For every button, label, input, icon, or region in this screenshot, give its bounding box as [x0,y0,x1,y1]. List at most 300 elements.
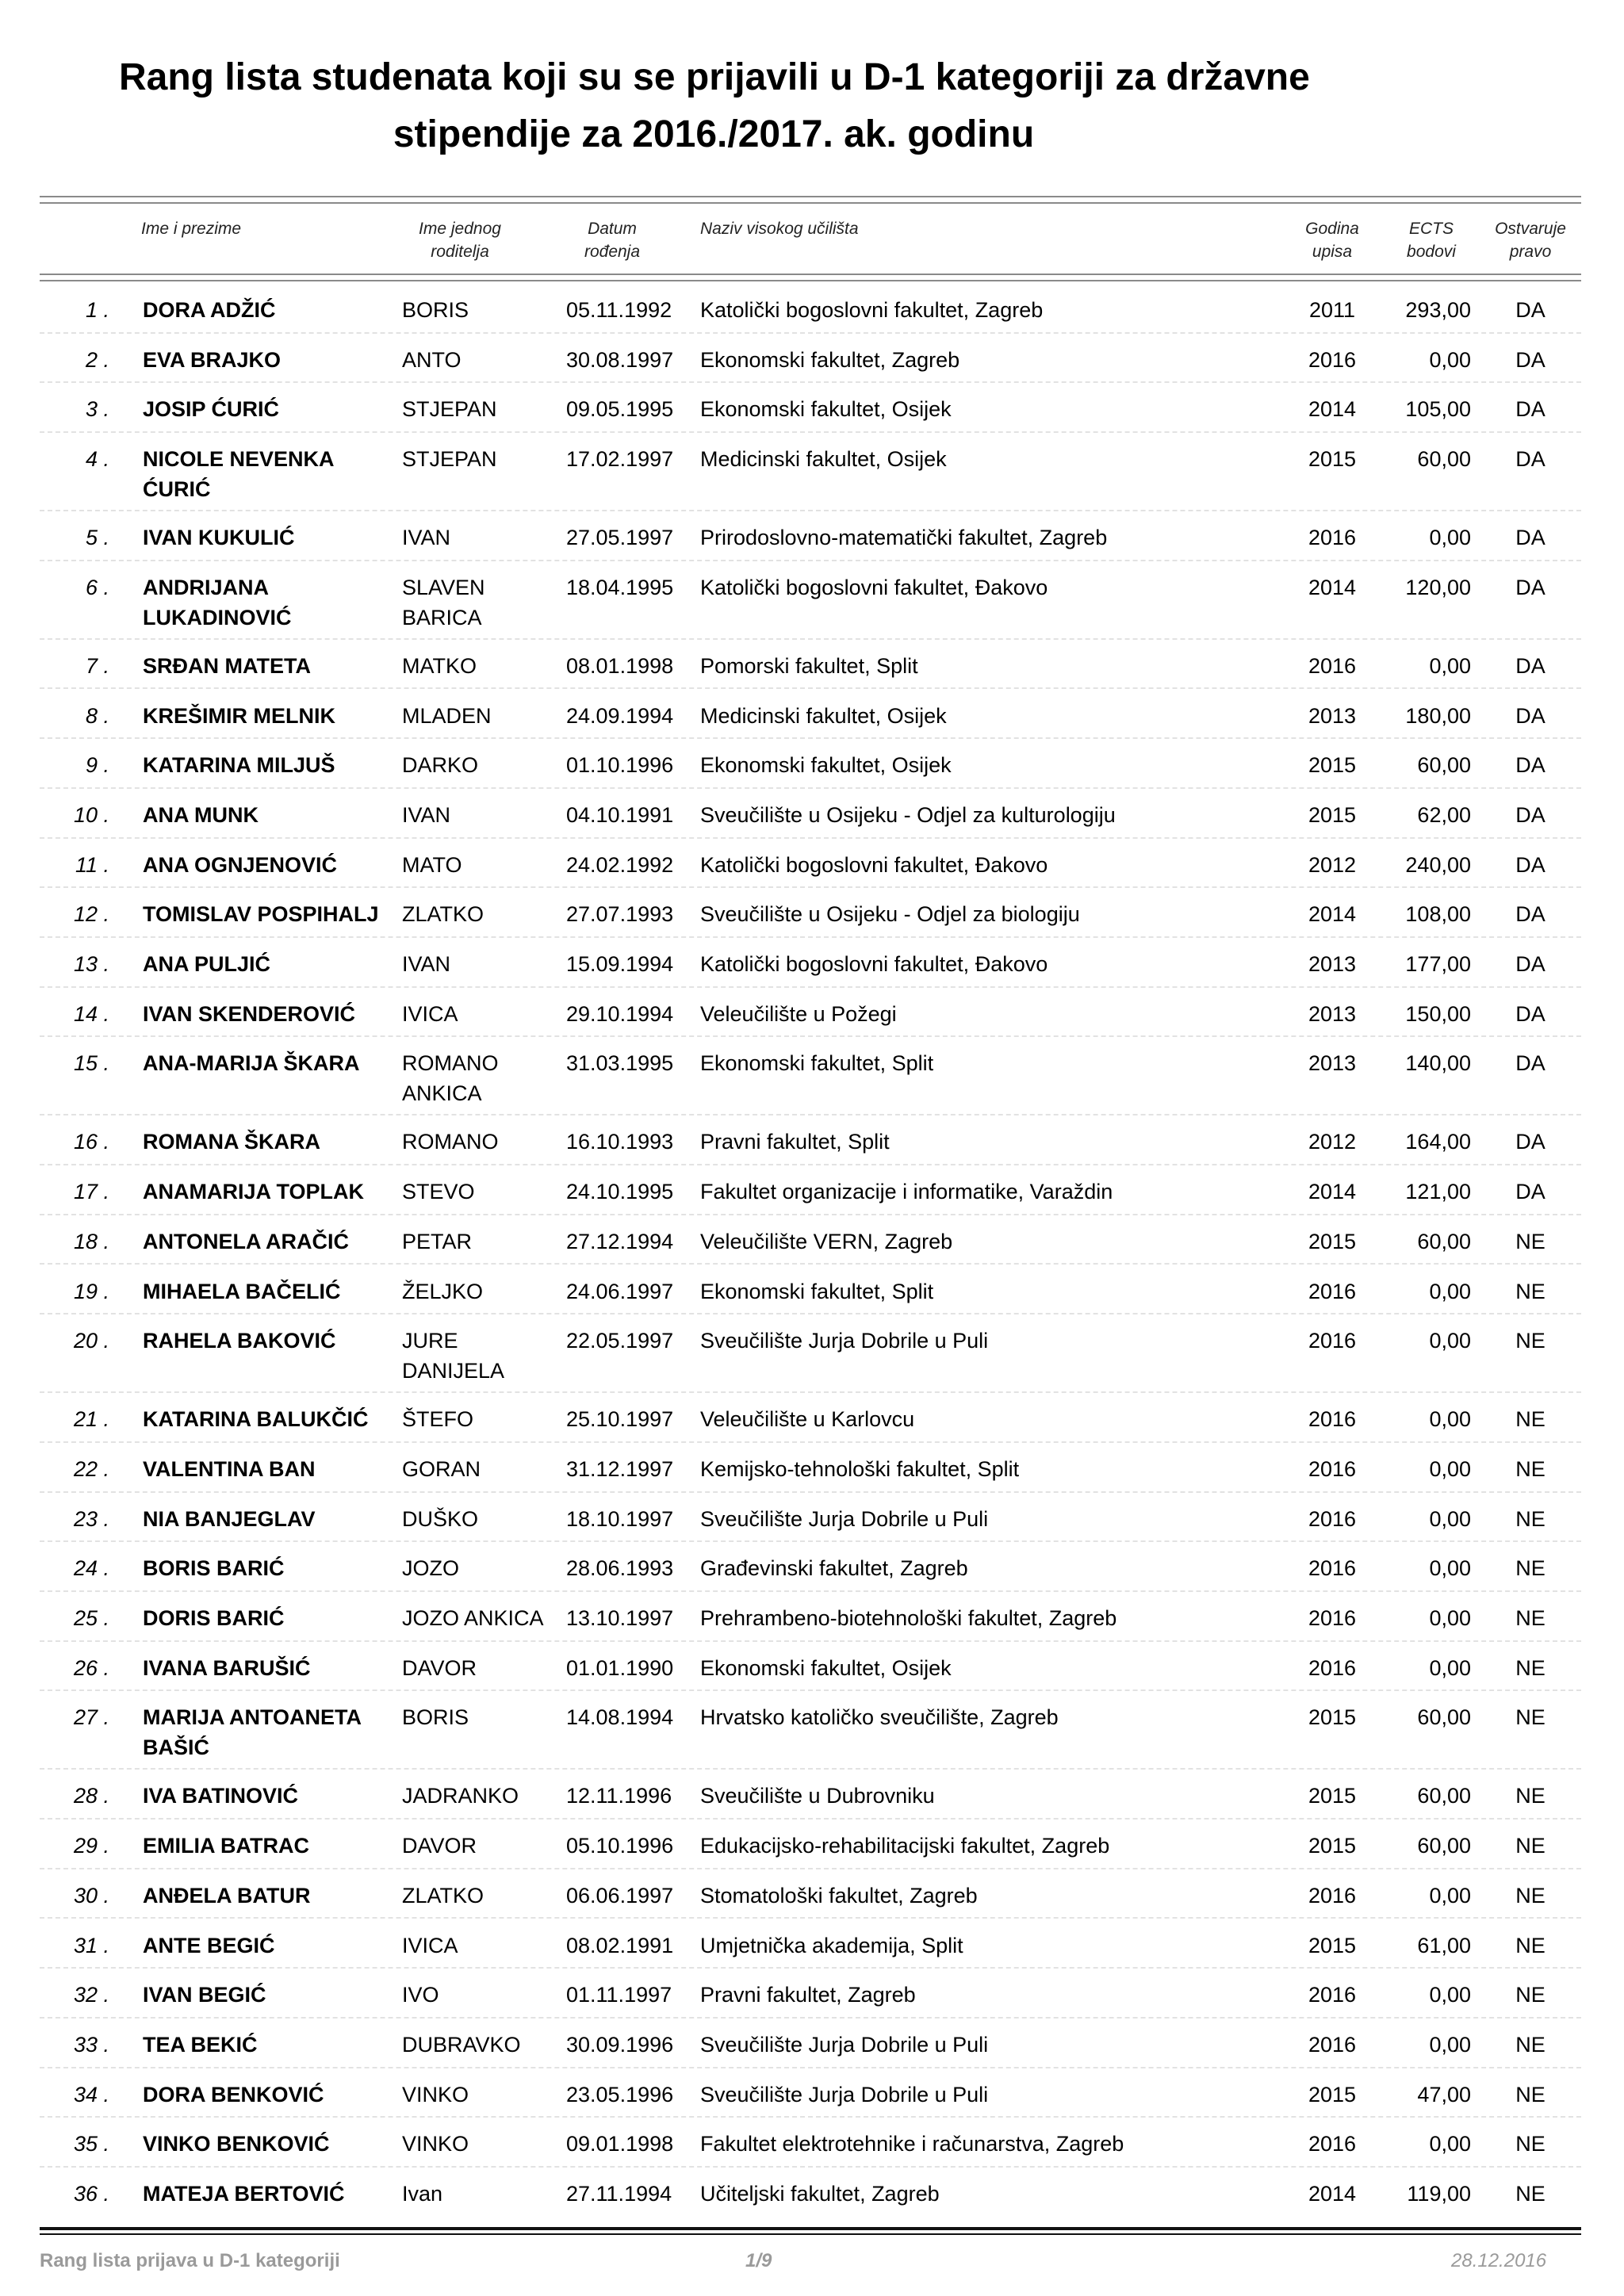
cell-institution: Ekonomski fakultet, Zagreb [700,347,960,372]
cell-institution: Sveučilište Jurja Dobrile u Puli [700,2032,989,2057]
table-row [0,2019,1624,2068]
cell-name: TEA BEKIĆ [143,2032,258,2057]
cell-year: 2014 [1308,397,1357,422]
header-year [1293,217,1372,263]
cell-ects: 0,00 [1429,2032,1471,2057]
cell-dob: 27.11.1994 [566,2182,672,2206]
cell-parent: DUBRAVKO [402,2032,521,2057]
cell-right: NE [1515,1556,1545,1581]
cell-institution: Fakultet organizacije i informatike, Varaždin [700,1180,1113,1204]
cell-name: DORIS BARIĆ [143,1606,285,1630]
cell-dob: 24.06.1997 [566,1279,674,1303]
cell-dob: 15.09.1994 [566,952,674,976]
cell-year: 2014 [1308,2182,1357,2206]
cell-right: DA [1515,653,1545,678]
cell-dob: 27.12.1994 [566,1229,674,1253]
cell-ects: 108,00 [1405,902,1471,927]
cell-parent: DAVOR [402,1834,477,1858]
cell-year: 2016 [1308,1279,1357,1303]
cell-name: ANA PULJIĆ [143,952,271,976]
cell-dob: 17.02.1997 [566,447,674,472]
table-row [0,839,1624,889]
cell-ects: 61,00 [1417,1933,1471,1957]
cell-parent: DAVOR [402,1655,477,1680]
table-row [0,789,1624,839]
table-row [0,888,1624,938]
cell-institution: Prehrambeno-biotehnološki fakultet, Zagreb [700,1606,1117,1630]
cell-parent: ZLATKO [402,1883,485,1908]
table-row [0,1770,1624,1820]
cell-institution: Učiteljski fakultet, Zagreb [700,2182,940,2206]
cell-parent: JOZO ANKICA [402,1606,544,1630]
cell-institution: Sveučilište Jurja Dobrile u Puli [700,2082,989,2107]
cell-ects: 0,00 [1429,653,1471,678]
cell-right: DA [1515,526,1545,550]
cell-year: 2016 [1308,1407,1357,1432]
cell-year: 2011 [1308,298,1356,322]
header-name: Ime i prezime [141,220,242,238]
cell-institution: Medicinski fakultet, Osijek [700,447,947,472]
cell-name: IVAN KUKULIĆ [143,526,295,550]
cell-parent: ŽELJKO [402,1279,484,1303]
cell-dob: 01.11.1997 [566,1983,672,2007]
cell-right: NE [1515,2132,1545,2156]
table-row [0,2068,1624,2118]
cell-dob: 30.09.1996 [566,2032,674,2057]
cell-num: 15 . [73,1051,109,1076]
cell-parent: VINKO [402,2132,469,2156]
cell-num: 1 . [85,298,109,322]
title-line-2: stipendije za 2016./2017. ak. godinu [393,113,1035,155]
cell-num: 28 . [73,1784,109,1808]
cell-year: 2016 [1308,1655,1357,1680]
cell-right: NE [1515,1407,1545,1432]
header-dob-line2: rođenja [584,243,641,261]
cell-parent: PETAR [402,1229,473,1253]
table-row [0,1919,1624,1969]
table-row [0,334,1624,384]
cell-parent: JADRANKO [402,1784,519,1808]
cell-dob: 24.02.1992 [566,852,674,877]
cell-name: ANTONELA ARAČIĆ [143,1229,349,1253]
cell-ects: 60,00 [1417,1229,1471,1253]
cell-year: 2014 [1308,902,1357,927]
cell-institution: Veleučilište u Karlovcu [700,1407,915,1432]
cell-parent: IVICA [402,1933,458,1957]
cell-year: 2015 [1308,753,1357,778]
cell-right: NE [1515,2182,1545,2206]
cell-num: 32 . [73,1983,109,2007]
cell-year: 2016 [1308,1456,1357,1481]
cell-num: 25 . [73,1606,109,1630]
footer-date: 28.12.2016 [1451,2250,1547,2271]
header-ects-line1: ECTS [1408,220,1454,238]
cell-dob: 31.12.1997 [566,1456,674,1481]
cell-parent: BORIS [402,1705,469,1730]
cell-year: 2013 [1308,1051,1357,1076]
cell-dob: 01.10.1996 [566,753,674,778]
cell-parent: JURE DANIJELA [402,1329,505,1383]
cell-name: ANAMARIJA TOPLAK [143,1180,365,1204]
cell-num: 30 . [73,1883,109,1908]
cell-parent: IVO [402,1983,439,2007]
cell-dob: 22.05.1997 [566,1329,674,1353]
cell-right: NE [1515,1933,1545,1957]
cell-name: ANDRIJANA LUKADINOVIĆ [143,575,292,629]
cell-right: DA [1515,703,1545,728]
table-row [0,561,1624,640]
cell-num: 18 . [73,1229,109,1253]
cell-ects: 60,00 [1417,753,1471,778]
cell-parent: IVAN [402,526,451,550]
cell-name: ROMANA ŠKARA [143,1130,320,1154]
cell-institution: Katolički bogoslovni fakultet, Đakovo [700,575,1048,599]
cell-name: KATARINA BALUKČIĆ [143,1407,369,1432]
cell-ects: 105,00 [1405,397,1471,422]
cell-name: SRĐAN MATETA [143,653,311,678]
table-row [0,1165,1624,1215]
cell-right: DA [1515,1180,1545,1204]
table-row [0,1443,1624,1493]
table-row [0,938,1624,988]
cell-ects: 0,00 [1429,1883,1471,1908]
cell-dob: 27.05.1997 [566,526,674,550]
cell-ects: 47,00 [1417,2082,1471,2107]
cell-year: 2016 [1308,1983,1357,2007]
cell-name: IVA BATINOVIĆ [143,1784,299,1808]
cell-year: 2015 [1308,1784,1357,1808]
cell-ects: 60,00 [1417,1784,1471,1808]
cell-year: 2016 [1308,1506,1357,1531]
cell-dob: 09.05.1995 [566,397,674,422]
cell-name: TOMISLAV POSPIHALJ [143,902,379,927]
cell-institution: Pravni fakultet, Split [700,1130,890,1154]
cell-dob: 31.03.1995 [566,1051,674,1076]
cell-right: DA [1515,298,1545,322]
cell-year: 2016 [1308,1329,1357,1353]
cell-dob: 28.06.1993 [566,1556,674,1581]
cell-name: IVANA BARUŠIĆ [143,1655,311,1680]
cell-ects: 0,00 [1429,1506,1471,1531]
cell-num: 9 . [85,753,109,778]
cell-ects: 0,00 [1429,526,1471,550]
cell-right: NE [1515,1655,1545,1680]
cell-year: 2014 [1308,575,1357,599]
header-right-line1: Ostvaruje [1495,220,1566,238]
table-row [0,2118,1624,2168]
cell-num: 7 . [85,653,109,678]
header-right [1483,217,1578,263]
cell-dob: 18.04.1995 [566,575,674,599]
cell-num: 12 . [73,902,109,927]
cell-ects: 150,00 [1405,1001,1471,1026]
cell-right: NE [1515,1606,1545,1630]
cell-num: 26 . [73,1655,109,1680]
table-row [0,1592,1624,1642]
cell-institution: Sveučilište u Osijeku - Odjel za kulturologiju [700,802,1116,827]
cell-right: NE [1515,1883,1545,1908]
cell-num: 33 . [73,2032,109,2057]
cell-num: 14 . [73,1001,109,1026]
cell-year: 2015 [1308,447,1357,472]
cell-num: 10 . [73,802,109,827]
cell-institution: Pomorski fakultet, Split [700,653,918,678]
table-row [0,284,1624,334]
cell-ects: 60,00 [1417,1705,1471,1730]
table-row [0,1393,1624,1443]
cell-dob: 29.10.1994 [566,1001,674,1026]
cell-dob: 12.11.1996 [566,1784,672,1808]
cell-year: 2015 [1308,802,1357,827]
cell-num: 8 . [85,703,109,728]
cell-year: 2016 [1308,1606,1357,1630]
cell-right: NE [1515,1279,1545,1303]
cell-num: 16 . [73,1130,109,1154]
cell-ects: 62,00 [1417,802,1471,827]
cell-parent: MLADEN [402,703,492,728]
cell-ects: 240,00 [1405,852,1471,877]
cell-dob: 06.06.1997 [566,1883,674,1908]
cell-institution: Ekonomski fakultet, Split [700,1279,934,1303]
table-row [0,988,1624,1038]
cell-institution: Medicinski fakultet, Osijek [700,703,947,728]
footer-title: Rang lista prijava u D-1 kategoriji [40,2250,340,2271]
cell-right: DA [1515,1130,1545,1154]
table-row [0,1691,1624,1770]
cell-ects: 0,00 [1429,347,1471,372]
cell-num: 3 . [85,397,109,422]
cell-parent: STJEPAN [402,447,497,472]
cell-institution: Građevinski fakultet, Zagreb [700,1556,968,1581]
cell-right: NE [1515,2082,1545,2107]
cell-year: 2016 [1308,2032,1357,2057]
cell-year: 2015 [1308,1705,1357,1730]
cell-ects: 60,00 [1417,447,1471,472]
cell-year: 2016 [1308,653,1357,678]
cell-right: DA [1515,397,1545,422]
cell-institution: Katolički bogoslovni fakultet, Zagreb [700,298,1044,322]
cell-name: VINKO BENKOVIĆ [143,2132,330,2156]
cell-ects: 0,00 [1429,2132,1471,2156]
cell-ects: 60,00 [1417,1834,1471,1858]
cell-dob: 24.10.1995 [566,1180,674,1204]
cell-dob: 08.02.1991 [566,1933,674,1957]
cell-year: 2013 [1308,952,1357,976]
cell-parent: JOZO [402,1556,459,1581]
cell-num: 29 . [73,1834,109,1858]
cell-institution: Ekonomski fakultet, Osijek [700,397,952,422]
cell-num: 13 . [73,952,109,976]
cell-year: 2016 [1308,347,1357,372]
cell-name: BORIS BARIĆ [143,1556,285,1581]
table-row [0,1265,1624,1315]
cell-institution: Katolički bogoslovni fakultet, Đakovo [700,852,1048,877]
cell-dob: 09.01.1998 [566,2132,674,2156]
cell-right: DA [1515,952,1545,976]
header-parent [396,217,523,263]
cell-parent: ROMANO ANKICA [402,1051,499,1106]
table-row [0,1037,1624,1115]
header-top-rule [40,196,1581,204]
header-dob-line1: Datum [588,220,637,238]
cell-name: ANA-MARIJA ŠKARA [143,1051,360,1076]
cell-year: 2012 [1308,852,1357,877]
header-dob [565,217,660,263]
cell-right: NE [1515,1983,1545,2007]
cell-dob: 25.10.1997 [566,1407,674,1432]
cell-name: ANA OGNJENOVIĆ [143,852,338,877]
table-row [0,1215,1624,1265]
cell-dob: 14.08.1994 [566,1705,674,1730]
cell-institution: Hrvatsko katoličko sveučilište, Zagreb [700,1705,1059,1730]
cell-parent: ROMANO [402,1130,499,1154]
header-parent-line1: Ime jednog [419,220,501,238]
cell-num: 2 . [85,347,109,372]
cell-right: DA [1515,575,1545,599]
footer-rule [40,2227,1581,2235]
cell-institution: Sveučilište u Osijeku - Odjel za biologiju [700,902,1080,927]
cell-num: 35 . [73,2132,109,2156]
cell-year: 2015 [1308,2082,1357,2107]
cell-right: NE [1515,2032,1545,2057]
cell-dob: 05.11.1992 [566,298,672,322]
cell-ects: 180,00 [1405,703,1471,728]
title-line-1: Rang lista studenata koji su se prijavili u D-1 kategoriji za državne [119,56,1310,98]
page-number: 1/9 [745,2250,772,2271]
table-row [0,690,1624,740]
table-row [0,739,1624,789]
cell-name: VALENTINA BAN [143,1456,316,1481]
cell-name: EMILIA BATRAC [143,1834,309,1858]
cell-right: NE [1515,1506,1545,1531]
cell-parent: Ivan [402,2182,443,2206]
cell-ects: 120,00 [1405,575,1471,599]
cell-name: KREŠIMIR MELNIK [143,703,335,728]
cell-num: 19 . [73,1279,109,1303]
cell-num: 24 . [73,1556,109,1581]
cell-name: MARIJA ANTOANETA BAŠIĆ [143,1705,361,1760]
cell-right: DA [1515,902,1545,927]
cell-parent: VINKO [402,2082,469,2107]
cell-institution: Kemijsko-tehnološki fakultet, Split [700,1456,1020,1481]
cell-name: DORA BENKOVIĆ [143,2082,324,2107]
cell-ects: 0,00 [1429,1407,1471,1432]
cell-year: 2013 [1308,1001,1357,1026]
cell-ects: 177,00 [1405,952,1471,976]
cell-parent: STJEPAN [402,397,497,422]
cell-right: DA [1515,753,1545,778]
cell-parent: IVICA [402,1001,458,1026]
cell-parent: BORIS [402,298,469,322]
cell-dob: 18.10.1997 [566,1506,674,1531]
cell-ects: 164,00 [1405,1130,1471,1154]
cell-ects: 0,00 [1429,1456,1471,1481]
header-right-line2: pravo [1509,243,1552,261]
table-row [0,1969,1624,2019]
cell-year: 2016 [1308,526,1357,550]
cell-right: DA [1515,447,1545,472]
cell-right: NE [1515,1834,1545,1858]
table-row [0,1820,1624,1869]
cell-right: NE [1515,1705,1545,1730]
cell-name: MIHAELA BAČELIĆ [143,1279,341,1303]
cell-ects: 0,00 [1429,1329,1471,1353]
cell-parent: MATKO [402,653,477,678]
cell-ects: 0,00 [1429,1279,1471,1303]
cell-name: DORA ADŽIĆ [143,298,276,322]
cell-dob: 08.01.1998 [566,653,674,678]
table-row [0,1115,1624,1165]
cell-ects: 0,00 [1429,1606,1471,1630]
cell-num: 34 . [73,2082,109,2107]
header-ects-line2: bodovi [1407,243,1456,261]
table-row [0,640,1624,690]
cell-dob: 05.10.1996 [566,1834,674,1858]
cell-year: 2012 [1308,1130,1357,1154]
document-title [119,49,1308,163]
cell-ects: 119,00 [1407,2182,1471,2206]
header-year-line2: upisa [1312,243,1353,261]
cell-num: 22 . [73,1456,109,1481]
cell-right: DA [1515,802,1545,827]
cell-institution: Veleučilište u Požegi [700,1001,897,1026]
cell-parent: SLAVEN BARICA [402,575,485,629]
cell-ects: 0,00 [1429,1655,1471,1680]
cell-name: EVA BRAJKO [143,347,282,372]
cell-num: 11 . [75,852,109,877]
cell-dob: 01.01.1990 [566,1655,674,1680]
cell-name: IVAN SKENDEROVIĆ [143,1001,356,1026]
cell-dob: 16.10.1993 [566,1130,674,1154]
cell-parent: IVAN [402,952,451,976]
cell-dob: 30.08.1997 [566,347,674,372]
cell-institution: Umjetnička akademija, Split [700,1933,963,1957]
cell-name: IVAN BEGIĆ [143,1983,266,2007]
cell-institution: Ekonomski fakultet, Split [700,1051,934,1076]
cell-right: DA [1515,347,1545,372]
table-row [0,2168,1624,2218]
cell-year: 2013 [1308,703,1357,728]
cell-parent: DUŠKO [402,1506,479,1531]
cell-name: KATARINA MILJUŠ [143,753,335,778]
cell-ects: 293,00 [1405,298,1471,322]
cell-num: 17 . [73,1180,109,1204]
cell-institution: Fakultet elektrotehnike i računarstva, Zagreb [700,2132,1124,2156]
cell-dob: 23.05.1996 [566,2082,674,2107]
cell-ects: 0,00 [1429,1983,1471,2007]
table-row [0,1642,1624,1692]
cell-institution: Sveučilište Jurja Dobrile u Puli [700,1329,989,1353]
cell-name: NICOLE NEVENKA ĆURIĆ [143,447,334,502]
cell-right: DA [1515,1001,1545,1026]
cell-name: JOSIP ĆURIĆ [143,397,280,422]
cell-right: NE [1515,1229,1545,1253]
cell-name: NIA BANJEGLAV [143,1506,316,1531]
header-year-line1: Godina [1305,220,1359,238]
cell-right: DA [1515,852,1545,877]
cell-dob: 24.09.1994 [566,703,674,728]
cell-year: 2014 [1308,1180,1357,1204]
table-row [0,383,1624,433]
cell-year: 2016 [1308,2132,1357,2156]
cell-num: 5 . [85,526,109,550]
cell-year: 2015 [1308,1834,1357,1858]
table-row [0,1493,1624,1543]
cell-year: 2015 [1308,1229,1357,1253]
cell-institution: Katolički bogoslovni fakultet, Đakovo [700,952,1048,976]
cell-right: NE [1515,1784,1545,1808]
cell-num: 20 . [73,1329,109,1353]
